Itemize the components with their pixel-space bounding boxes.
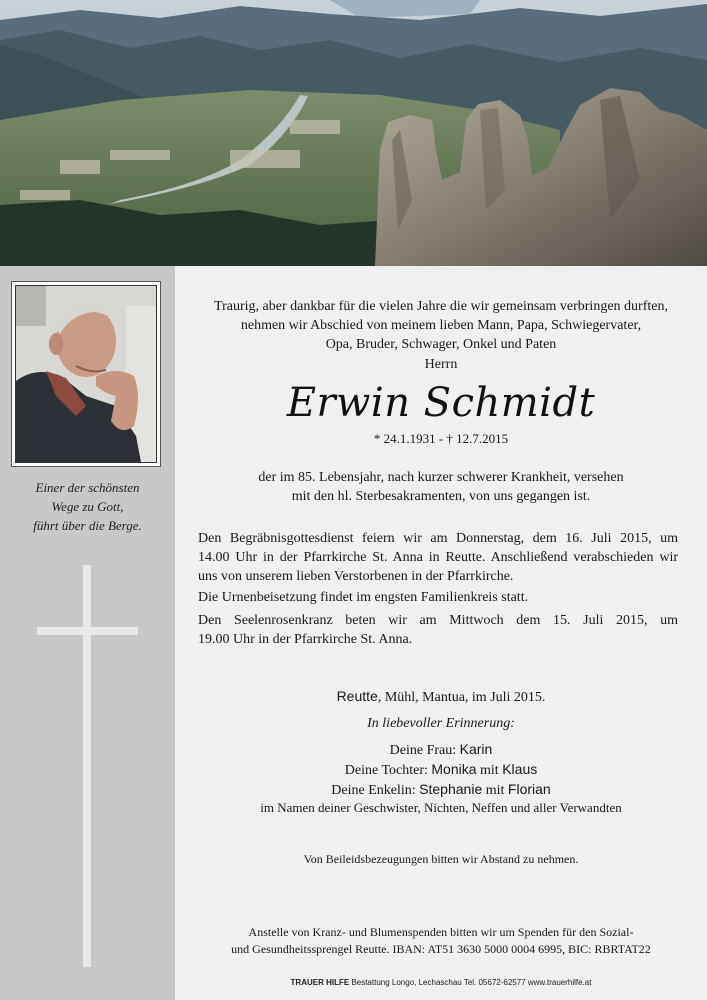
daughter-partner: Klaus [502, 761, 538, 777]
intro-line: Opa, Bruder, Schwager, Onkel und Paten [325, 337, 557, 352]
portrait-image [16, 286, 156, 462]
memorial-heading: In liebevoller Erinnerung: [367, 716, 515, 731]
age-line: der im 85. Lebensjahr, nach kurzer schwerer Krankheit, versehen [258, 470, 624, 485]
cross-icon-bar [37, 627, 138, 635]
footer-text: Bestattung Longo, Lechaschau Tel. 05672-62577 www.trauerhilfe.at [349, 978, 592, 987]
place-rest: , Mühl, Mantua, im Juli 2015. [377, 690, 546, 705]
daughter-name: Monika [431, 761, 477, 777]
family-row-wife [175, 740, 707, 760]
header-landscape-photo [0, 0, 707, 266]
footer-brand: TRAUER HILFE [290, 978, 350, 987]
quote-line: Wege zu Gott, [51, 499, 124, 514]
funeral-line: uns von unserem lieben Verstorbenen in der Pfarrkirche. [198, 569, 514, 584]
donation-line: Anstelle von Kranz- und Blumenspenden bitten wir um Spenden für den Sozial- [248, 925, 634, 939]
deceased-name: Erwin Schmidt [286, 380, 596, 426]
relatives-line: im Namen deiner Geschwister, Nichten, Neffen und aller Verwandten [260, 800, 622, 815]
mountain-landscape-image [0, 0, 707, 266]
age-text [175, 468, 707, 506]
portrait-photo [15, 285, 157, 463]
life-dates: * 24.1.1931 - † 12.7.2015 [373, 431, 509, 446]
funeral-line: Den Begräbnisgottesdienst feiern wir am Donnerstag, dem 16. Juli 2015, um [198, 531, 678, 546]
place-bold: Reutte [336, 688, 378, 704]
grand-name: Stephanie [419, 781, 483, 797]
grand-partner: Florian [507, 781, 551, 797]
portrait-frame [11, 281, 161, 467]
rosary-line: Den Seelenrosenkranz beten wir am Mittwoch dem 15. Juli 2015, um [198, 613, 678, 628]
condolences-note: Von Beileidsbezeugungen bitten wir Abstand zu nehmen. [303, 852, 579, 866]
daughter-label: Deine Tochter: [344, 763, 432, 778]
funeral-line: 14.00 Uhr in der Pfarrkirche St. Anna in Reutte. Anschließend verabschieden wir [198, 550, 678, 565]
wife-name: Karin [459, 741, 493, 757]
rosary-line: 19.00 Uhr in der Pfarrkirche St. Anna. [198, 632, 413, 647]
intro-line: Traurig, aber dankbar für die vielen Jahre die wir gemeinsam verbringen durften, [214, 299, 668, 314]
cross-icon [83, 565, 91, 967]
donation-note [175, 924, 707, 958]
daughter-mit: mit [476, 763, 503, 778]
family-row-daughter [175, 760, 707, 780]
place-date [175, 688, 707, 706]
grand-mit: mit [482, 783, 508, 798]
grand-label: Deine Enkelin: [331, 783, 420, 798]
donation-line: und Gesundheitssprengel Reutte. IBAN: AT51 3630 5000 0004 6995, BIC: RBRTAT22 [231, 942, 651, 956]
intro-line: nehmen wir Abschied von meinem lieben Mann, Papa, Schwiegervater, [240, 318, 642, 333]
funeral-paragraph [198, 529, 678, 586]
quote-line: Einer der schönsten [35, 480, 140, 495]
salutation: Herrn [424, 357, 458, 372]
urn-paragraph [198, 588, 678, 607]
quote-line: führt über die Berge. [33, 518, 142, 533]
urn-line: Die Urnenbeisetzung findet im engsten Familienkreis statt. [198, 590, 529, 605]
rosary-paragraph [198, 611, 678, 649]
footer-credit [175, 978, 707, 987]
wife-label: Deine Frau: [389, 743, 460, 758]
intro-text [175, 297, 707, 354]
family-list [175, 740, 707, 800]
family-row-grandchild [175, 780, 707, 800]
sidebar-quote [0, 478, 175, 535]
age-line: mit den hl. Sterbesakramenten, von uns gegangen ist. [291, 489, 591, 504]
